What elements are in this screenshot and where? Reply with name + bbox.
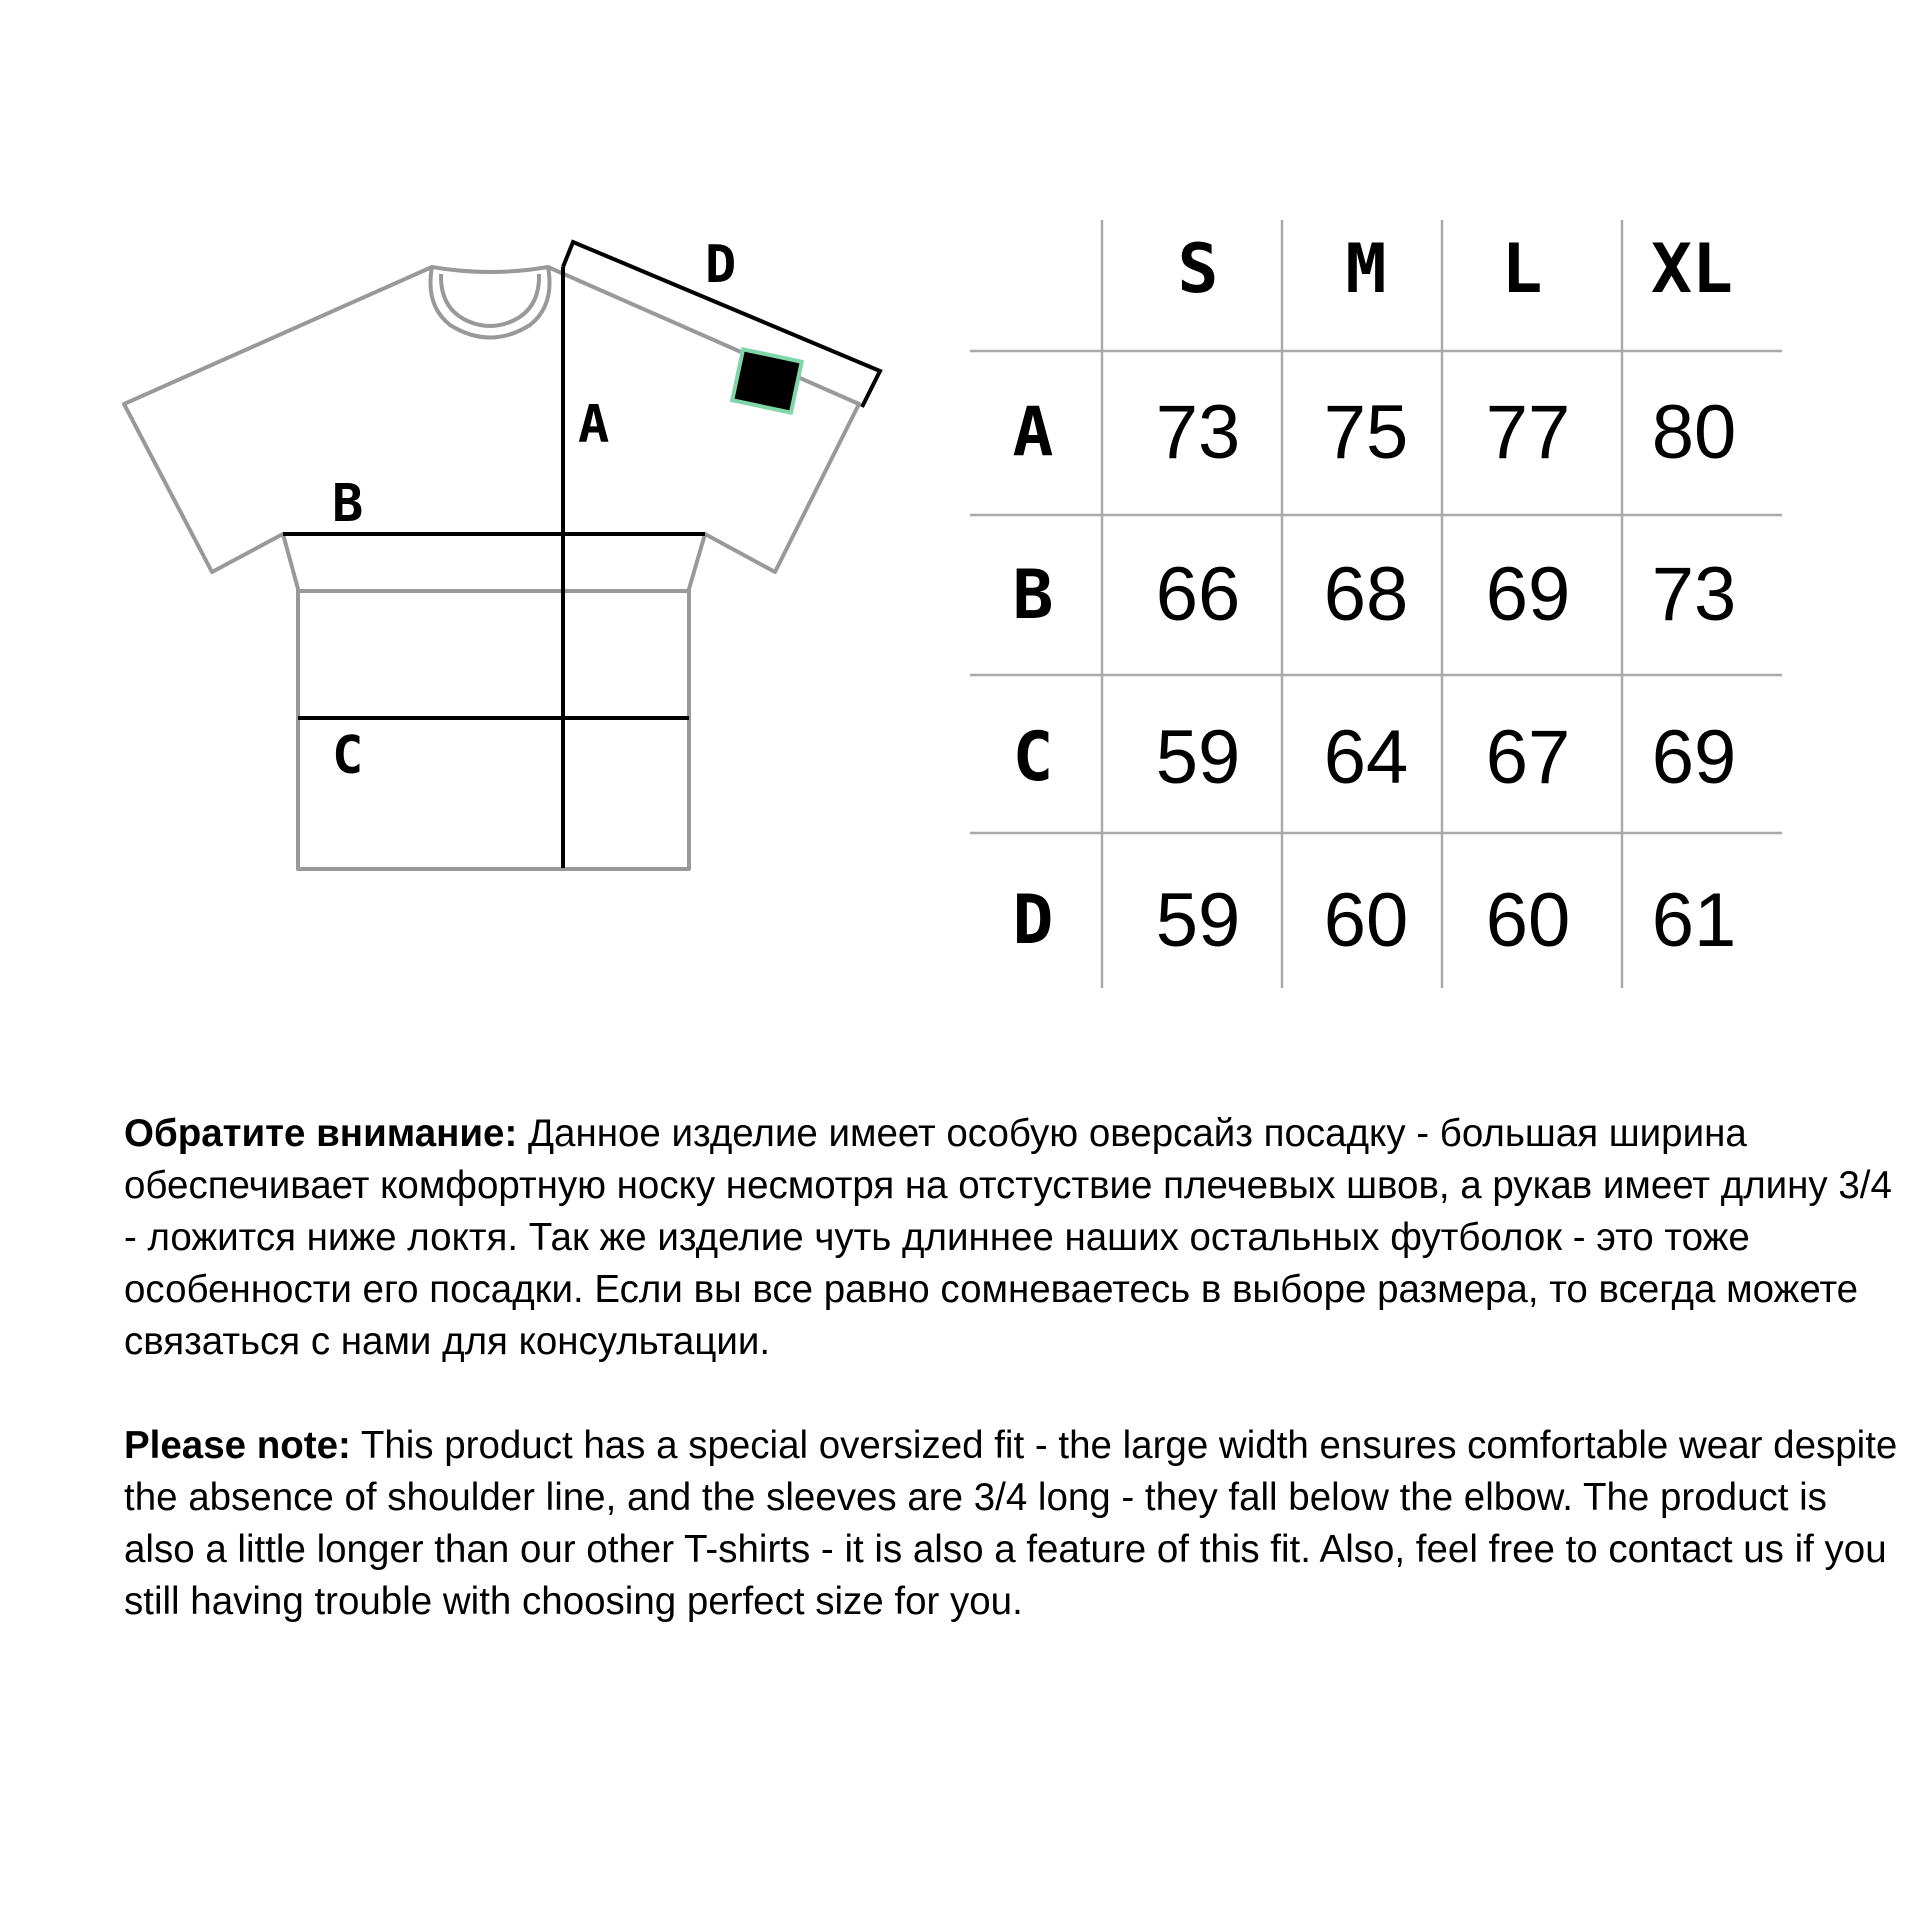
table-cell: 66 <box>1155 552 1241 637</box>
measure-c-label: C <box>332 726 364 786</box>
measure-d-label: D <box>705 235 737 295</box>
table-cell: 67 <box>1485 715 1571 800</box>
size-header-m: M <box>1345 230 1387 309</box>
table-cell: 68 <box>1323 552 1409 637</box>
table-cell: 59 <box>1155 715 1241 800</box>
table-cell: 64 <box>1323 715 1409 800</box>
row-label-d: D <box>1012 881 1054 960</box>
table-cell: 75 <box>1323 390 1409 475</box>
fit-notes <box>124 1108 1904 1680</box>
label-patch <box>732 349 802 412</box>
row-label-a: A <box>1012 393 1054 472</box>
table-cell: 69 <box>1651 715 1737 800</box>
table-cell: 73 <box>1155 390 1241 475</box>
table-cell: 73 <box>1651 552 1737 637</box>
note-english-text: This product has a special oversized fit - the large width ensures comfortable wear despite the absence of shoulder line, and the sleeves are 3/4 long - they fall below the elbow. The product is also a little longer than our other T-shirts - it is also a feature of this fit. Also, feel free to contact us if you still having trouble with choosing perfect size for you. <box>124 1424 1898 1623</box>
size-header-l: L <box>1501 230 1543 309</box>
row-label-c: C <box>1012 718 1054 797</box>
note-russian-text: Данное изделие имеет особую оверсайз посадку - большая ширина обеспечивает комфортную носку несмотря на отстуствие плечевых швов, а рукав имеет длину 3/4 - ложится ниже локтя. Так же изделие чуть длиннее наших остальных футболок - это тоже особенности его посадки. Если вы все равно сомневаетесь в выборе размера, то всегда можете связаться с нами для консультации. <box>124 1112 1892 1363</box>
measure-b-label: B <box>332 474 364 534</box>
note-english <box>124 1420 1904 1628</box>
size-table-header <box>1178 230 1733 309</box>
table-cell: 60 <box>1323 878 1409 963</box>
measure-a-label: A <box>578 395 610 455</box>
table-cell: 60 <box>1485 878 1571 963</box>
table-cell: 61 <box>1651 878 1737 963</box>
measurement-lines <box>283 242 880 868</box>
note-russian <box>124 1108 1904 1368</box>
size-table-row <box>1013 878 1737 963</box>
note-english-heading: Please note: <box>124 1424 351 1467</box>
table-cell: 77 <box>1485 390 1571 475</box>
size-table-row <box>1013 552 1737 637</box>
row-label-b: B <box>1012 556 1054 635</box>
note-russian-heading: Обратите внимание: <box>124 1112 518 1155</box>
size-header-s: S <box>1177 230 1219 309</box>
table-cell: 80 <box>1651 390 1737 475</box>
size-table-row <box>1013 390 1737 475</box>
size-header-xl: XL <box>1651 230 1733 309</box>
size-table-row <box>1013 715 1737 800</box>
table-cell: 69 <box>1485 552 1571 637</box>
table-cell: 59 <box>1155 878 1241 963</box>
